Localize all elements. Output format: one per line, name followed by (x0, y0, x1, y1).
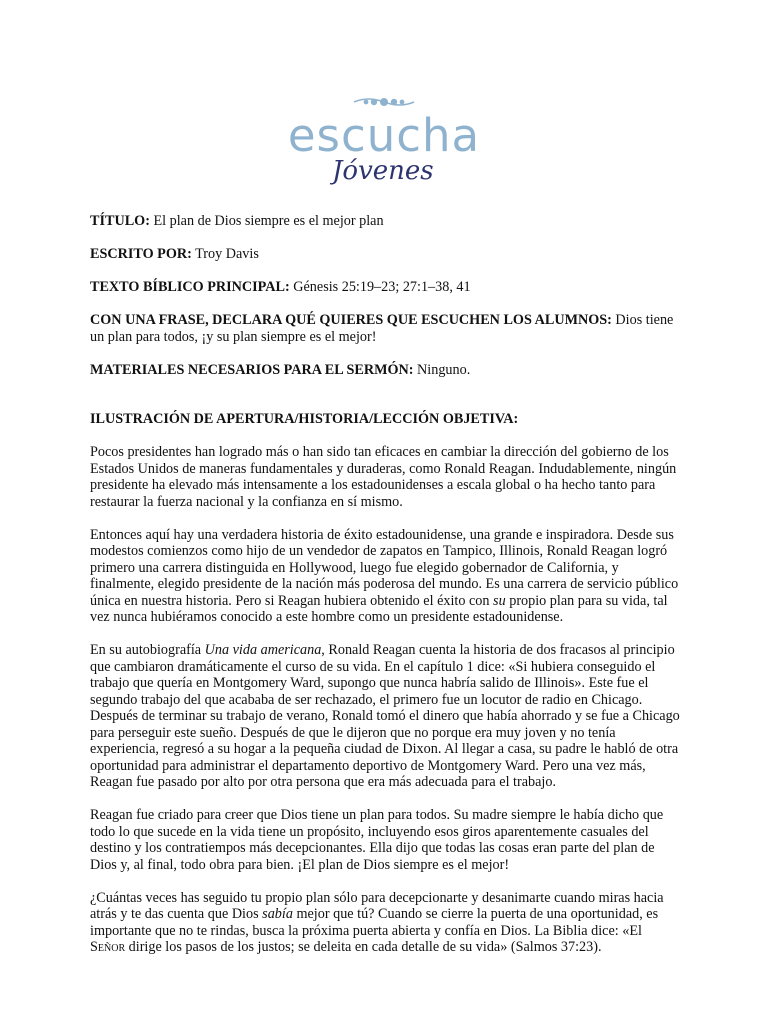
logo-wordmark: escucha (287, 109, 481, 162)
meta-texto-biblico: TEXTO BÍBLICO PRINCIPAL: Génesis 25:19–23; 27:1–38, 41 (90, 279, 471, 295)
escucha-jovenes-logo (0, 88, 768, 188)
meta-escrito-por: ESCRITO POR: Troy Davis (90, 246, 259, 262)
document-body (90, 213, 680, 972)
meta-titulo: TÍTULO: El plan de Dios siempre es el mejor plan (90, 213, 384, 229)
paragraph-2: Entonces aquí hay una verdadera historia de éxito estadounidense, una grande e inspiradora. Desde sus modestos comienzos como hijo de un vendedor de zapatos en Tampico, Illinois, Ronald Reagan logró primero una carrera distinguida en Hollywood, luego fue elegido gobernador de California, y finalmente, elegido presidente de la nación más poderosa del mundo. Es una carrera de servicio público única en nuestra historia. Pero si Reagan hubiera obtenido el éxito con su propio plan para su vida, tal vez nunca hubiéramos conocido a este hombre como un presidente estadounidense. (90, 526, 679, 625)
paragraph-1: Pocos presidentes han logrado más o han sido tan eficaces en cambiar la dirección del gobierno de los Estados Unidos de maneras fundamentales y duraderas, como Ronald Reagan. Indudablemente, ningún presidente ha elevado más intensamente a los estadounidenses a escala global o ha hecho tanto para restaurar la fuerza nacional y la confianza en sí mismo. (90, 444, 677, 510)
paragraph-5: ¿Cuántas veces has seguido tu propio plan sólo para decepcionarte y desanimarte cuando miras hacia atrás y te das cuenta que Dios sabía mejor que tú? Cuando se cierre la puerta de una oportunidad, es importante que no te rindas, busca la próxima puerta abierta y confía en Dios. La Biblia dice: «El Señor dirige los pasos de los justos; se deleita en cada detalle de su vida» (Salmos 37:23). (90, 889, 664, 955)
meta-frase: CON UNA FRASE, DECLARA QUÉ QUIERES QUE ESCUCHEN LOS ALUMNOS: Dios tiene un plan para todos, ¡y su plan siempre es el mejor! (90, 312, 674, 345)
section-heading: ILUSTRACIÓN DE APERTURA/HISTORIA/LECCIÓN OBJETIVA: (90, 411, 519, 427)
logo-jovenes-script (330, 153, 440, 187)
svg-text:Jóvenes: Jóvenes (332, 156, 434, 186)
meta-materiales: MATERIALES NECESARIOS PARA EL SERMÓN: Ninguno. (90, 361, 471, 378)
paragraph-4: Reagan fue criado para creer que Dios tiene un plan para todos. Su madre siempre le había dicho que todo lo que sucede en la vida tiene un propósito, incluyendo esos giros aparentemente casuales del destino y los contratiempos más decepcionantes. Ella dijo que todas las cosas eran parte del plan de Dios y, al final, todo obra para bien. ¡El plan de Dios siempre es el mejor! (90, 807, 664, 873)
paragraph-3: En su autobiografía Una vida americana, Ronald Reagan cuenta la historia de dos fracasos al principio que cambiaron dramáticamente el curso de su vida. En el capítulo 1 dice: «Si hubiera conseguido el trabajo que quería en Montgomery Ward, supongo que nunca habría salido de Illinois». Este fue el segundo trabajo del que acababa de ser rechazado, el primero fue un locutor de radio en Chicago. Después de terminar su trabajo de verano, Ronald tomó el dinero que había ahorrado y se fue a Chicago para perseguir este sueño. Después de que le dijeron que no porque era muy joven y no tenía experiencia, regresó a su hogar a la pequeña ciudad de Dixon. Al llegar a casa, su padre le habló de otra oportunidad para administrar el departamento deportivo de Montgomery Ward. Pero una vez más, Reagan fue pasado por alto por otra persona que era más adecuada para el trabajo. (90, 642, 680, 790)
